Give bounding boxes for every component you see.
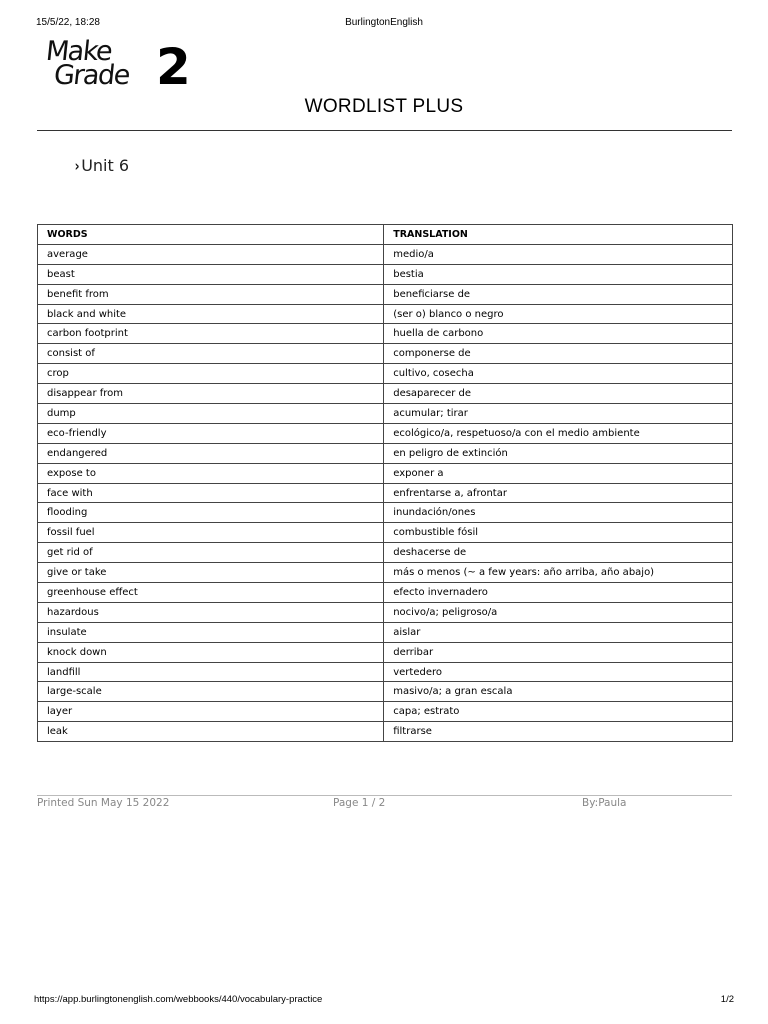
translation-cell: cultivo, cosecha bbox=[384, 364, 733, 384]
translation-cell: componerse de bbox=[384, 344, 733, 364]
page-counter: Page 1 / 2 bbox=[333, 797, 386, 809]
page-footer bbox=[37, 797, 732, 811]
make-grade-logo bbox=[46, 36, 196, 96]
unit-label: Unit 6 bbox=[81, 156, 130, 175]
print-page-number: 1/2 bbox=[720, 994, 734, 1005]
translation-cell: ecológico/a, respetuoso/a con el medio ambiente bbox=[384, 423, 733, 443]
table-row bbox=[38, 463, 733, 483]
print-footer bbox=[34, 994, 734, 1008]
table-row bbox=[38, 583, 733, 603]
print-site-name: BurlingtonEnglish bbox=[345, 17, 423, 28]
table-row bbox=[38, 622, 733, 642]
word-cell: get rid of bbox=[38, 543, 384, 563]
word-cell: black and white bbox=[38, 304, 384, 324]
word-cell: knock down bbox=[38, 642, 384, 662]
table-row bbox=[38, 324, 733, 344]
table-row bbox=[38, 602, 733, 622]
translation-cell: enfrentarse a, afrontar bbox=[384, 483, 733, 503]
word-cell: greenhouse effect bbox=[38, 583, 384, 603]
word-cell: give or take bbox=[38, 563, 384, 583]
word-cell: hazardous bbox=[38, 602, 384, 622]
wordlist-body bbox=[38, 244, 733, 741]
translation-cell: inundación/ones bbox=[384, 503, 733, 523]
translation-cell: huella de carbono bbox=[384, 324, 733, 344]
logo-word-grade: Grade bbox=[52, 60, 131, 91]
word-cell: carbon footprint bbox=[38, 324, 384, 344]
table-row bbox=[38, 483, 733, 503]
print-url: https://app.burlingtonenglish.com/webbooks/440/vocabulary-practice bbox=[34, 994, 323, 1005]
title-divider bbox=[37, 130, 732, 131]
translation-cell: derribar bbox=[384, 642, 733, 662]
translation-cell: (ser o) blanco o negro bbox=[384, 304, 733, 324]
print-header bbox=[36, 17, 732, 31]
printed-date: Printed Sun May 15 2022 bbox=[37, 797, 170, 809]
logo-word-make: Make bbox=[44, 36, 113, 67]
word-cell: benefit from bbox=[38, 284, 384, 304]
table-row bbox=[38, 404, 733, 424]
translation-cell: beneficiarse de bbox=[384, 284, 733, 304]
translation-cell: exponer a bbox=[384, 463, 733, 483]
word-cell: average bbox=[38, 244, 384, 264]
translation-cell: efecto invernadero bbox=[384, 583, 733, 603]
table-header-row bbox=[38, 225, 733, 245]
word-cell: layer bbox=[38, 702, 384, 722]
table-row bbox=[38, 264, 733, 284]
translation-cell: vertedero bbox=[384, 662, 733, 682]
table-row bbox=[38, 344, 733, 364]
table-row bbox=[38, 682, 733, 702]
word-cell: landfill bbox=[38, 662, 384, 682]
table-row bbox=[38, 543, 733, 563]
translation-cell: desaparecer de bbox=[384, 384, 733, 404]
table-row bbox=[38, 423, 733, 443]
table-row bbox=[38, 284, 733, 304]
table-row bbox=[38, 304, 733, 324]
translation-cell: masivo/a; a gran escala bbox=[384, 682, 733, 702]
translation-cell: aislar bbox=[384, 622, 733, 642]
table-row bbox=[38, 523, 733, 543]
word-cell: eco-friendly bbox=[38, 423, 384, 443]
word-cell: expose to bbox=[38, 463, 384, 483]
word-cell: beast bbox=[38, 264, 384, 284]
document-title: WORDLIST PLUS bbox=[304, 96, 464, 117]
table-row bbox=[38, 722, 733, 742]
logo-number: 2 bbox=[156, 38, 191, 96]
translation-cell: más o menos (~ a few years: año arriba, año abajo) bbox=[384, 563, 733, 583]
word-cell: insulate bbox=[38, 622, 384, 642]
chevron-right-icon: › bbox=[74, 157, 80, 175]
column-header-translation: TRANSLATION bbox=[384, 225, 733, 245]
column-header-words: WORDS bbox=[38, 225, 384, 245]
word-cell: leak bbox=[38, 722, 384, 742]
word-cell: flooding bbox=[38, 503, 384, 523]
translation-cell: deshacerse de bbox=[384, 543, 733, 563]
table-row bbox=[38, 662, 733, 682]
table-row bbox=[38, 244, 733, 264]
word-cell: endangered bbox=[38, 443, 384, 463]
unit-heading bbox=[74, 156, 129, 175]
table-row bbox=[38, 563, 733, 583]
translation-cell: capa; estrato bbox=[384, 702, 733, 722]
translation-cell: filtrarse bbox=[384, 722, 733, 742]
table-row bbox=[38, 642, 733, 662]
word-cell: face with bbox=[38, 483, 384, 503]
wordlist-table bbox=[37, 224, 733, 742]
table-row bbox=[38, 443, 733, 463]
translation-cell: en peligro de extinción bbox=[384, 443, 733, 463]
author: By:Paula bbox=[582, 797, 627, 809]
translation-cell: combustible fósil bbox=[384, 523, 733, 543]
table-row bbox=[38, 702, 733, 722]
translation-cell: acumular; tirar bbox=[384, 404, 733, 424]
word-cell: disappear from bbox=[38, 384, 384, 404]
word-cell: fossil fuel bbox=[38, 523, 384, 543]
translation-cell: nocivo/a; peligroso/a bbox=[384, 602, 733, 622]
print-date: 15/5/22, 18:28 bbox=[36, 17, 100, 28]
translation-cell: medio/a bbox=[384, 244, 733, 264]
table-row bbox=[38, 384, 733, 404]
translation-cell: bestia bbox=[384, 264, 733, 284]
word-cell: consist of bbox=[38, 344, 384, 364]
word-cell: dump bbox=[38, 404, 384, 424]
word-cell: large-scale bbox=[38, 682, 384, 702]
word-cell: crop bbox=[38, 364, 384, 384]
table-row bbox=[38, 364, 733, 384]
table-row bbox=[38, 503, 733, 523]
footer-divider bbox=[37, 795, 732, 796]
